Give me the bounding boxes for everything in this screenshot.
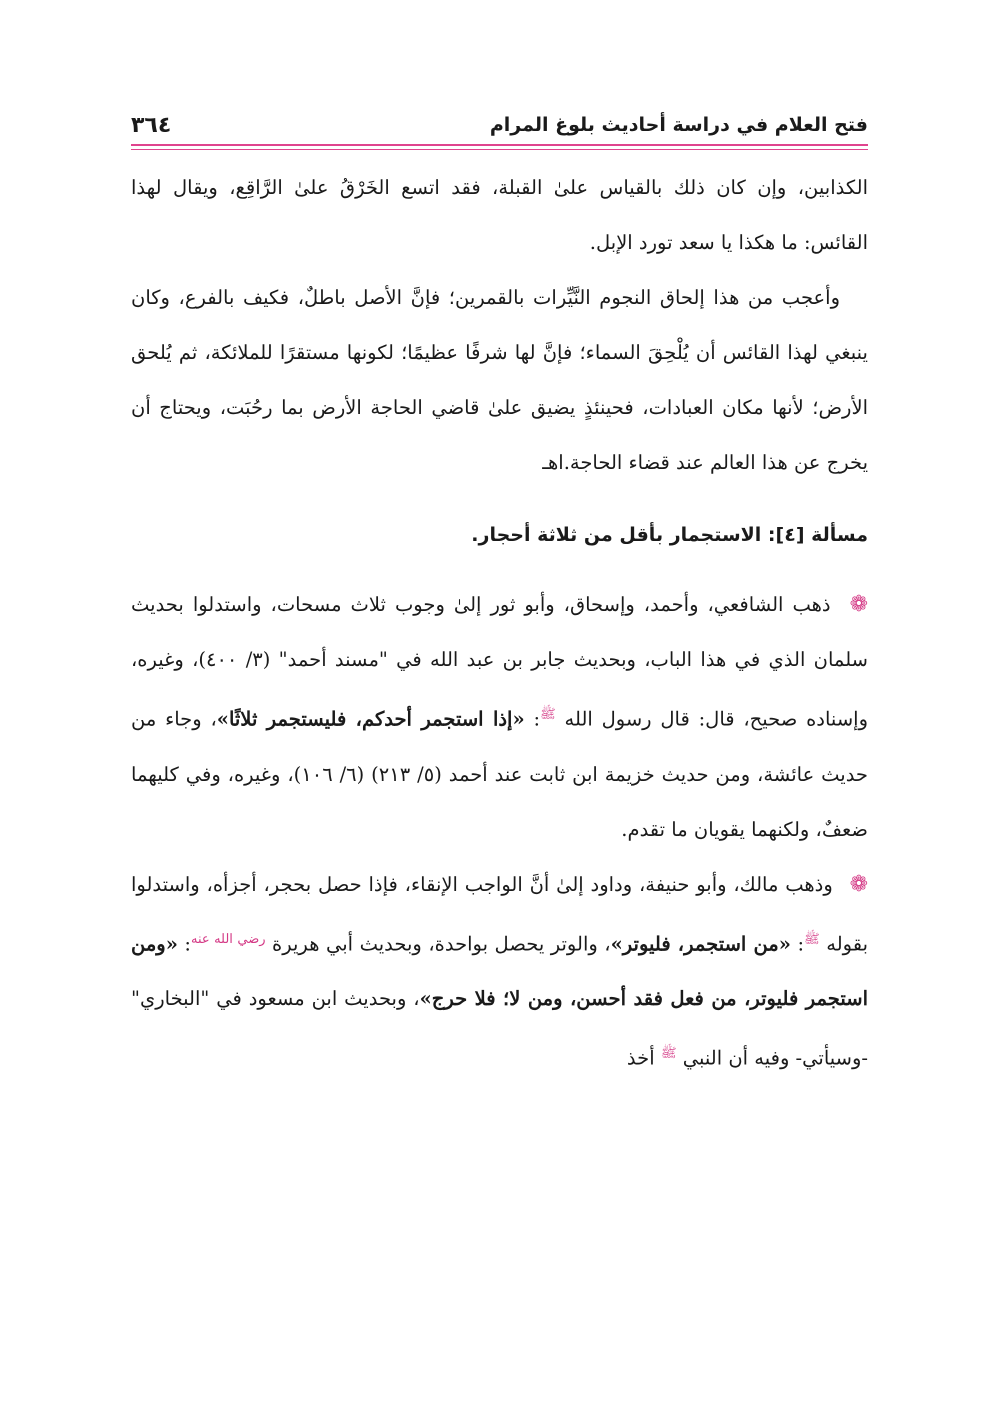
running-title: فتح العلام في دراسة أحاديث بلوغ المرام [489, 114, 868, 136]
salutation-icon: ﷺ [660, 1046, 677, 1061]
page-number: ٣٦٤ [131, 113, 172, 138]
flower-icon: ❁ [849, 871, 868, 897]
book-page [131, 100, 868, 1418]
header-rule-thin [131, 149, 868, 150]
header-rule-thick [131, 144, 868, 146]
hadith-quote-3: «ومن استجمر فليوتر، من فعل فقد أحسن، ومن لا؛ فلا حرج» [131, 932, 869, 1010]
paragraph-4: ❁ وذهب مالك، وأبو حنيفة، وداود إلىٰ أنَّ الواجب الإنقاء، فإذا حصل بحجر، أجزأه، واستدلوا بقوله $^ﷺ$: «من استجمر، فليوتر»، والوتر يحصل بواحدة، وبحديث أبي هريرة $^{رضي الله عنه}$: «ومن استجمر فليوتر، من فعل فقد أحسن، ومن لا؛ فلا حرج»، وبحديث ابن مسعود في "البخاري" -وسيأتي- وفيه أن النبي $^ﷺ$ أخذ [131, 857, 868, 1086]
hadith-quote-2: «من استجمر، فليوتر» [610, 932, 791, 955]
paragraph-4-text-b: ، والوتر يحصل بواحدة، وبحديث أبي هريرة [272, 932, 611, 955]
section-heading: مسألة [٤]: الاستجمار بأقل من ثلاثة أحجار. [471, 524, 868, 546]
paragraph-3-text-a: ذهب الشافعي، وأحمد، وإسحاق، وأبو ثور إلىٰ وجوب ثلاث مسحات، واستدلوا بحديث سلمان الذي في هذا الباب، وبحديث جابر بن عبد الله في "مسند أحمد" (٣/ ٤٠٠)، وغيره، وإسناده صحيح، قال: قال رسول الله [131, 593, 868, 731]
paragraph-3: ❁ ذهب الشافعي، وأحمد، وإسحاق، وأبو ثور إلىٰ وجوب ثلاث مسحات، واستدلوا بحديث سلمان الذي في هذا الباب، وبحديث جابر بن عبد الله في "مسند أحمد" (٣/ ٤٠٠)، وغيره، وإسناده صحيح، قال: قال رسول الله $^ﷺ$: «إذا استجمر أحدكم، فليستجمر ثلاثًا»، وجاء من حديث عائشة، ومن حديث خزيمة ابن ثابت عند أحمد (٥/ ٢١٣) (٦/ ١٠٦)، وغيره، وفي كليهما ضعفٌ، ولكنهما يقويان ما تقدم. [131, 577, 868, 857]
salutation-icon: ﷺ [804, 931, 820, 947]
radiya-icon: رضي الله عنه [190, 931, 266, 947]
paragraph-4-text-c: ، وبحديث ابن مسعود في "البخاري" -وسيأتي- وفيه أن النبي [131, 987, 868, 1070]
page-content [131, 160, 868, 1086]
paragraph-4-text-d: أخذ [626, 1046, 655, 1070]
salutation-icon: ﷺ [540, 707, 556, 722]
hadith-quote-1: «إذا استجمر أحدكم، فليستجمر ثلاثًا» [216, 707, 525, 731]
paragraph-4-text-a: وذهب مالك، وأبو حنيفة، وداود إلىٰ أنَّ الواجب الإنقاء، فإذا حصل بحجر، أجزأه، واستدلوا بقوله [131, 872, 869, 955]
paragraph-2: وأعجب من هذا إلحاق النجوم النَّيِّرات بالقمرين؛ فإنَّ الأصل باطلٌ، فكيف بالفرع، وكان ينبغي لهذا القائس أن يُلْحِقَ السماء؛ فإنَّ لها شرفًا عظيمًا؛ لكونها مستقرًا للملائكة، ثم يُلحق الأرض؛ لأنها مكان العبادات، فحينئذٍ يضيق علىٰ قاضي الحاجة الأرض بما رحُبَت، ويحتاج أن يخرج عن هذا العالم عند قضاء الحاجة.اهـ [131, 286, 868, 474]
paragraph-1: الكذابين، وإن كان ذلك بالقياس علىٰ القبلة، فقد اتسع الخَرْقُ علىٰ الرَّاقِع، ويقال لهذا القائس: ما هكذا يا سعد تورد الإبل. [131, 176, 868, 254]
page-header [131, 100, 868, 142]
paragraph-3-text-b: ، وجاء من حديث عائشة، ومن حديث خزيمة ابن ثابت عند أحمد (٥/ ٢١٣) (٦/ ١٠٦)، وغيره، وفي كليهما ضعفٌ، ولكنهما يقويان ما تقدم. [131, 707, 868, 841]
flower-icon: ❁ [849, 592, 868, 617]
